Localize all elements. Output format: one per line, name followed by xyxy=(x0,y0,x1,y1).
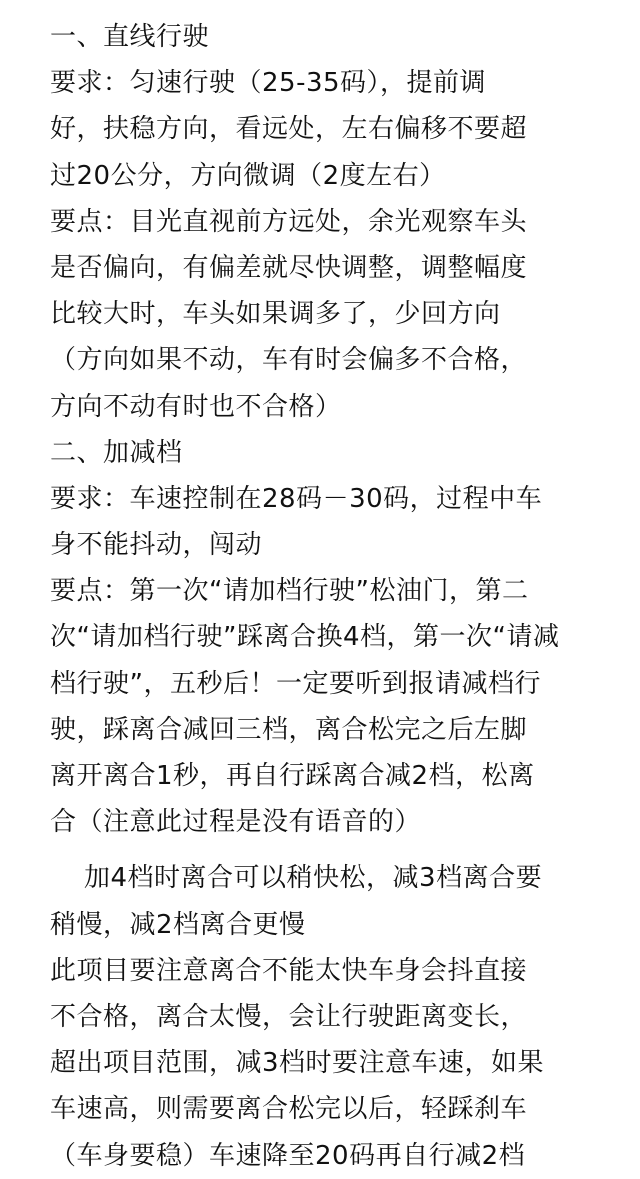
section-heading-gear-shift: 二、加减档 xyxy=(50,437,183,468)
paragraph-line: 好，扶稳方向，看远处，左右偏移不要超 xyxy=(50,114,528,145)
section-heading-straight-driving: 一、直线行驶 xyxy=(50,22,210,52)
paragraph-line: 档行驶”，五秒后！一定要听到报请减档行 xyxy=(50,668,541,699)
paragraph-line: 过20公分，方向微调（2度左右） xyxy=(50,160,446,191)
paragraph-line: 次“请加档行驶”踩离合换4档，第一次“请减 xyxy=(50,622,560,653)
paragraph-line: 不合格，离合太慢，会让行驶距离变长， xyxy=(50,1001,528,1032)
paragraph-line: 超出项目范围，减3档时要注意车速，如果 xyxy=(50,1048,545,1079)
paragraph-line: 合（注意此过程是没有语音的） xyxy=(50,807,422,838)
paragraph-line: 是否偏向，有偏差就尽快调整，调整幅度 xyxy=(50,252,528,283)
paragraph-line: 此项目要注意离合不能太快车身会抖直接 xyxy=(50,955,528,986)
paragraph-line: 车速高，则需要离合松完以后，轻踩刹车 xyxy=(50,1094,528,1125)
paragraph-line: 驶，踩离合减回三档，离合松完之后左脚 xyxy=(50,714,528,745)
paragraph-line: 要求：匀速行驶（25-35码），提前调 xyxy=(50,68,487,99)
paragraph-line: （方向如果不动，车有时会偏多不合格， xyxy=(50,345,528,376)
paragraph-line: 要求：车速控制在28码－30码，过程中车 xyxy=(50,483,543,514)
paragraph-line: 要点：第一次“请加档行驶”松油门，第二 xyxy=(50,576,529,607)
paragraph-line: （车身要稳）车速降至20码再自行减2档 xyxy=(50,1140,526,1171)
paragraph-line: 身不能抖动，闯动 xyxy=(50,530,263,561)
paragraph-line: 要点：目光直视前方远处，余光观察车头 xyxy=(50,206,528,237)
paragraph-line: 稍慢，减2档离合更慢 xyxy=(50,909,306,940)
paragraph-line: 方向不动有时也不合格） xyxy=(50,391,342,422)
paragraph-line: 离开离合1秒，再自行踩离合减2档，松离 xyxy=(50,761,535,791)
paragraph-line: 加4档时离合可以稍快松，减3档离合要 xyxy=(84,863,543,894)
paragraph-line: 比较大时，车头如果调多了，少回方向 xyxy=(50,299,501,330)
